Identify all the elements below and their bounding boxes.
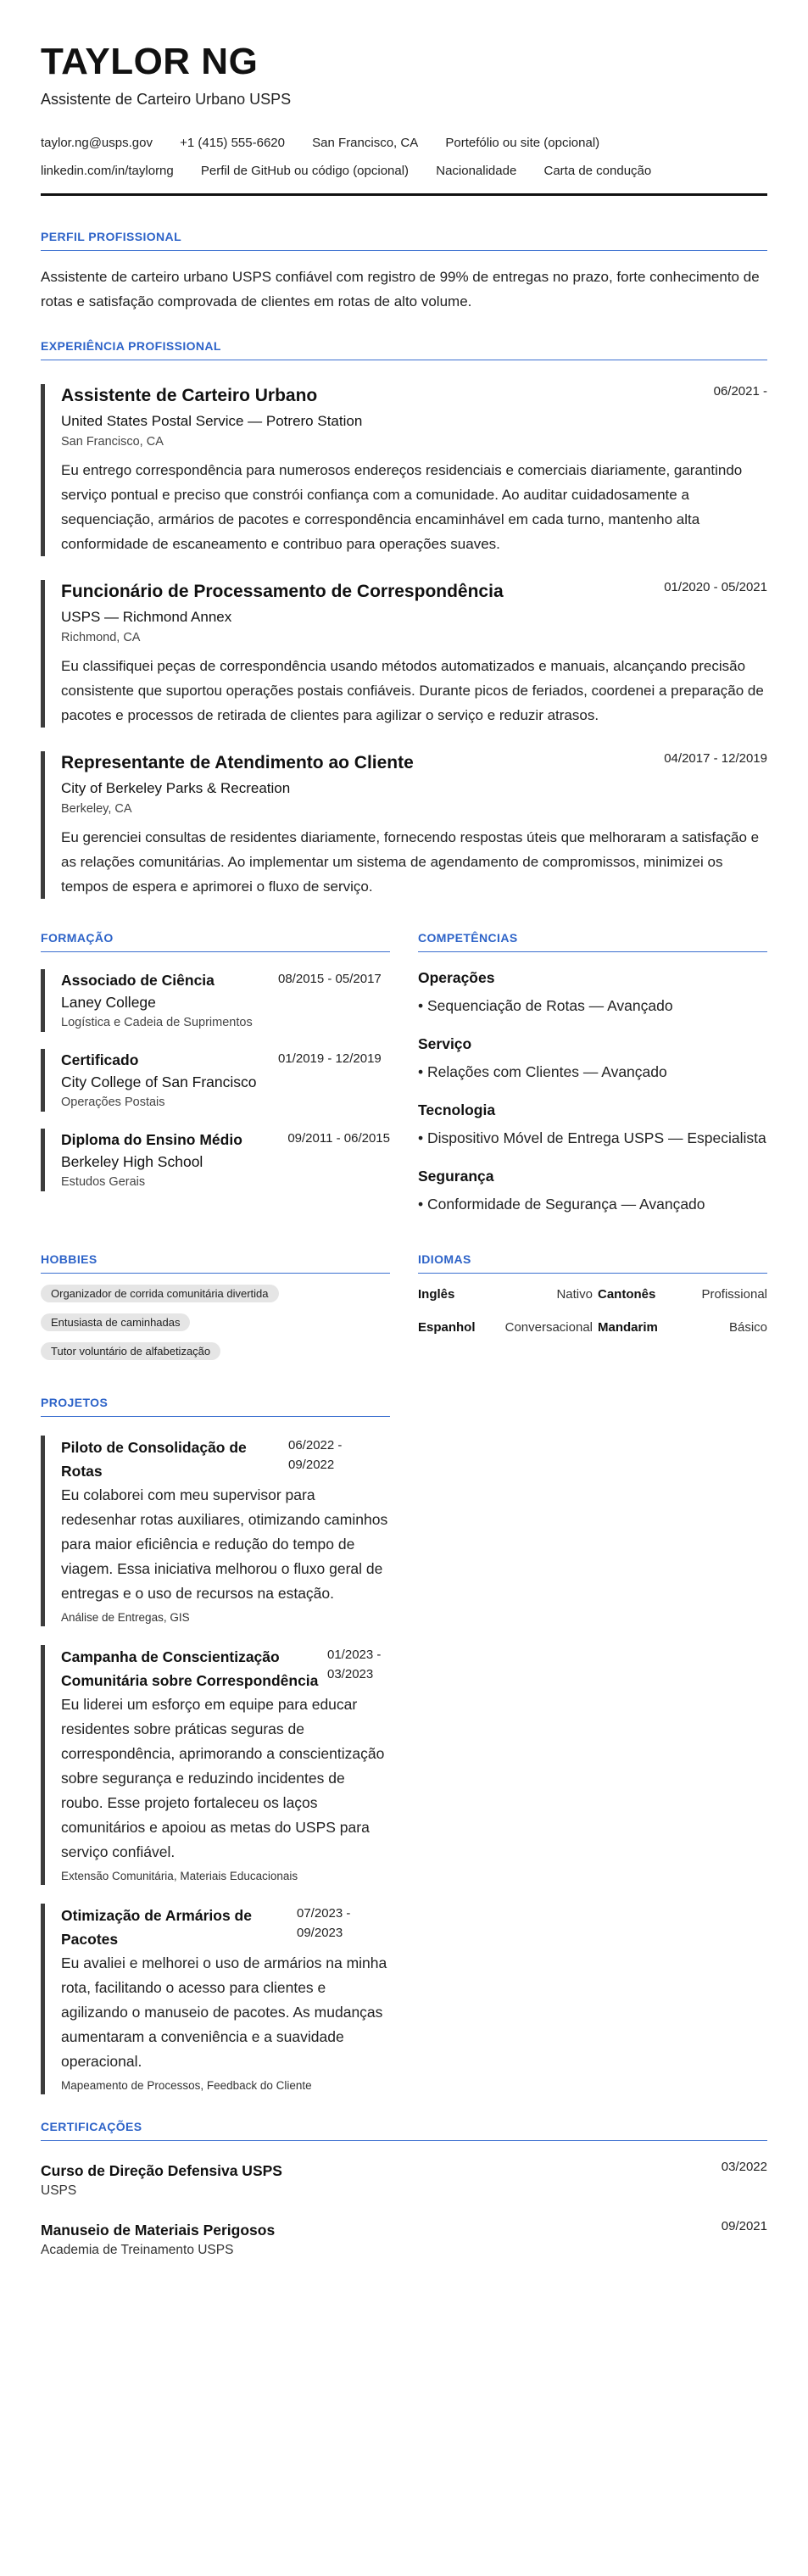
- projects-heading: PROJETOS: [41, 1396, 390, 1417]
- project-description: Eu colaborei com meu supervisor para redesenhar rotas auxiliares, otimizando caminhos para maior eficiência e redução do tempo de viagem. Essa iniciativa melhorou o fluxo geral de entregas e o uso de recursos na estação.: [61, 1486, 388, 1602]
- education-date: 09/2011 - 06/2015: [287, 1131, 390, 1146]
- project-tech: Análise de Entregas, GIS: [61, 1611, 190, 1624]
- job-title: Funcionário de Processamento de Correspondência: [61, 582, 504, 601]
- summary-section: [41, 230, 767, 314]
- certification-issuer: Academia de Treinamento USPS: [41, 2243, 234, 2257]
- candidate-name: TAYLOR NG: [41, 41, 259, 82]
- project-date: 06/2022 - 09/2022: [288, 1438, 343, 1472]
- school: City College of San Francisco: [61, 1073, 257, 1090]
- language-name: Mandarim: [598, 1320, 658, 1335]
- skill-category: Operações: [418, 969, 495, 986]
- project-title: Campanha de Conscientização Comunitária sobre Correspondência: [61, 1648, 319, 1689]
- project-tech: Mapeamento de Processos, Feedback do Cliente: [61, 2079, 312, 2092]
- summary-heading: PERFIL PROFISSIONAL: [41, 230, 767, 251]
- language-level: Básico: [728, 1320, 767, 1335]
- education-section: [41, 931, 390, 1217]
- education-entry: [41, 1049, 390, 1112]
- hobby-chip: Tutor voluntário de alfabetização: [41, 1342, 220, 1360]
- skill-category: Tecnologia: [418, 1101, 496, 1118]
- project-date: 07/2023 - 09/2023: [297, 1906, 351, 1940]
- contact-license: Carta de condução: [543, 164, 652, 178]
- job-date: 04/2017 - 12/2019: [664, 751, 767, 766]
- degree: Diploma do Ensino Médio: [61, 1131, 242, 1148]
- languages-heading: IDIOMAS: [418, 1252, 767, 1274]
- skills-section: [418, 931, 767, 1217]
- certification-name: Curso de Direção Defensiva USPS: [41, 2162, 282, 2179]
- skill-item: • Relações com Clientes — Avançado: [418, 1063, 667, 1080]
- contact-linkedin: linkedin.com/in/taylorng: [41, 164, 174, 178]
- contact-portfolio: Portefólio ou site (opcional): [445, 136, 600, 150]
- school: Laney College: [61, 994, 156, 1011]
- summary-text: Assistente de carteiro urbano USPS confiável com registro de 99% de entregas no prazo, forte conhecimento de rotas e satisfação comprovada de clientes em rotas de alto volume.: [41, 269, 760, 309]
- project-entry: [41, 1904, 390, 2094]
- job-location: Richmond, CA: [61, 631, 141, 644]
- project-title: Piloto de Consolidação de Rotas: [61, 1439, 247, 1480]
- project-title: Otimização de Armários de Pacotes: [61, 1907, 252, 1948]
- skill-category: Segurança: [418, 1168, 494, 1185]
- education-entry: [41, 969, 390, 1032]
- job-entry: [41, 580, 767, 728]
- education-heading: FORMAÇÃO: [41, 931, 390, 952]
- certification-name: Manuseio de Materiais Perigosos: [41, 2222, 276, 2239]
- candidate-title: Assistente de Carteiro Urbano USPS: [41, 91, 292, 108]
- job-description: Eu gerenciei consultas de residentes diariamente, fornecendo respostas úteis que melhoraram a satisfação e as relações comunitárias. Ao implementar um sistema de agendamento de compromissos, minimizei os tempos de espera e aprimorei o fluxo de serviço.: [61, 829, 760, 895]
- languages-grid: [418, 1287, 767, 1335]
- job-entry: [41, 751, 767, 899]
- skill-item: • Dispositivo Móvel de Entrega USPS — Especialista: [418, 1129, 766, 1146]
- contact-phone: +1 (415) 555-6620: [180, 136, 285, 150]
- education-skills-row: [41, 931, 767, 1217]
- hobbies-heading: HOBBIES: [41, 1252, 390, 1274]
- education-date: 08/2015 - 05/2017: [278, 972, 382, 986]
- job-description: Eu classifiquei peças de correspondência usando métodos automatizados e manuais, alcançando precisão consistente que suportou operações postais confiáveis. Durante picos de feriados, coordenei a preparação de pacotes e processos de retirada de clientes para agilizar o serviço e reduzir atrasos.: [61, 658, 764, 723]
- job-date: 06/2021 -: [713, 384, 767, 399]
- school: Berkeley High School: [61, 1153, 203, 1170]
- field-of-study: Operações Postais: [61, 1096, 165, 1109]
- contact-nationality: Nacionalidade: [436, 164, 517, 178]
- degree: Certificado: [61, 1051, 139, 1068]
- header-divider: [41, 193, 767, 196]
- education-date: 01/2019 - 12/2019: [278, 1051, 382, 1066]
- contact-list: [41, 129, 767, 185]
- hobbies-section: [41, 1252, 390, 1360]
- project-date: 01/2023 - 03/2023: [327, 1648, 382, 1681]
- job-title: Assistente de Carteiro Urbano: [61, 386, 318, 405]
- hobby-chip: Entusiasta de caminhadas: [41, 1313, 190, 1331]
- project-description: Eu liderei um esforço em equipe para educar residentes sobre práticas seguras de correspondência, aprimorando a conscientização sobre segurança e reduzindo incidentes de roubo. Esse projeto fortaleceu os laços comunitários e apoiou as metas do USPS para serviço confiável.: [61, 1696, 385, 1860]
- job-description: Eu entrego correspondência para numerosos endereços residenciais e comerciais diariamente, garantindo serviço pontual e preciso que constrói confiança com a comunidade. Ao auditar cuidadosamente a sequenciação, armários de pacotes e correspondência encaminhável em cada turno, mantenho alta conformidade de escaneamento e contribuo para operações suaves.: [61, 462, 743, 552]
- language-name: Espanhol: [418, 1320, 476, 1335]
- contact-email: taylor.ng@usps.gov: [41, 136, 153, 150]
- job-location: Berkeley, CA: [61, 802, 132, 816]
- job-organization: City of Berkeley Parks & Recreation: [61, 780, 291, 796]
- job-title: Representante de Atendimento ao Cliente: [61, 753, 414, 772]
- project-entry: [41, 1645, 390, 1885]
- certifications-heading: CERTIFICAÇÕES: [41, 2120, 767, 2141]
- experience-heading: EXPERIÊNCIA PROFISSIONAL: [41, 339, 767, 360]
- contact-github: Perfil de GitHub ou código (opcional): [200, 164, 410, 178]
- contact-location: San Francisco, CA: [312, 136, 419, 150]
- skill-item: • Sequenciação de Rotas — Avançado: [418, 997, 673, 1014]
- skill-category: Serviço: [418, 1035, 472, 1052]
- experience-section: [41, 339, 767, 899]
- certifications-section: [41, 2120, 767, 2260]
- field-of-study: Estudos Gerais: [61, 1175, 146, 1189]
- project-tech: Extensão Comunitária, Materiais Educacionais: [61, 1870, 298, 1882]
- hobby-chip: Organizador de corrida comunitária divertida: [41, 1285, 279, 1302]
- job-organization: United States Postal Service — Potrero Station: [61, 413, 363, 429]
- job-entry: [41, 384, 767, 556]
- certification-entry: [41, 2219, 767, 2260]
- degree: Associado de Ciência: [61, 972, 215, 989]
- skill-item: • Conformidade de Segurança — Avançado: [418, 1196, 705, 1213]
- projects-section: [41, 1396, 390, 2094]
- education-entry: [41, 1129, 390, 1191]
- hobbies-languages-row: [41, 1252, 767, 1360]
- project-entry: [41, 1436, 390, 1626]
- languages-section: [418, 1252, 767, 1360]
- certification-date: 03/2022: [721, 2160, 767, 2174]
- job-location: San Francisco, CA: [61, 435, 164, 449]
- language-name: Cantonês: [598, 1287, 656, 1302]
- field-of-study: Logística e Cadeia de Suprimentos: [61, 1016, 253, 1029]
- project-description: Eu avaliei e melhorei o uso de armários na minha rota, facilitando o acesso para clientes e agilizando o manuseio de pacotes. As mudanças aumentaram a conveniência e a suavidade operacional.: [61, 1954, 387, 2070]
- certification-issuer: USPS: [41, 2183, 77, 2198]
- job-date: 01/2020 - 05/2021: [664, 580, 767, 594]
- job-organization: USPS — Richmond Annex: [61, 609, 232, 625]
- skills-heading: COMPETÊNCIAS: [418, 931, 767, 952]
- language-level: Nativo: [556, 1287, 593, 1302]
- language-name: Inglês: [418, 1287, 455, 1302]
- language-level: Profissional: [701, 1287, 767, 1302]
- certification-date: 09/2021: [721, 2219, 767, 2233]
- certification-entry: [41, 2160, 767, 2200]
- language-level: Conversacional: [504, 1320, 593, 1335]
